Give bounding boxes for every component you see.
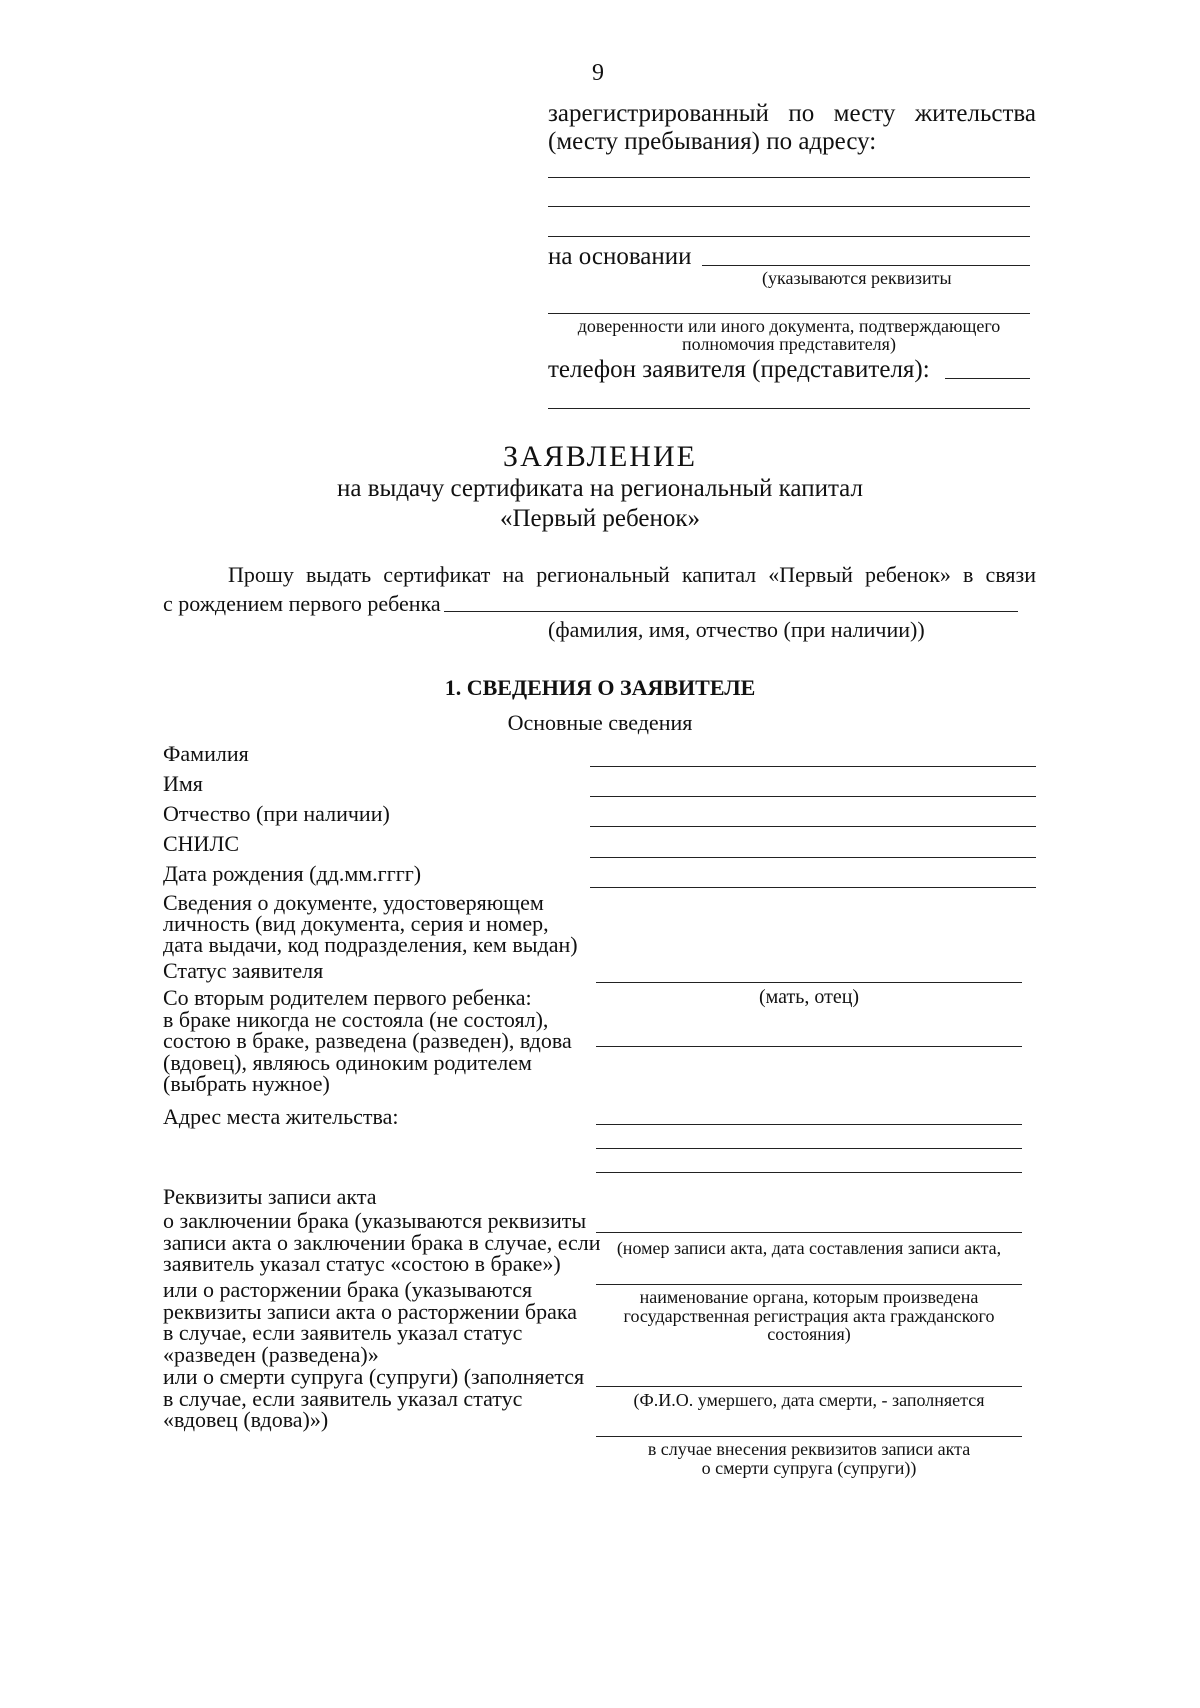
phone-label: телефон заявителя (представителя):	[548, 356, 930, 383]
basis-hint: (указываются реквизиты	[762, 268, 952, 288]
section-1-subheading: Основные сведения	[507, 710, 693, 735]
registered-line-2: (месту пребывания) по адресу:	[548, 128, 877, 155]
child-name-hint: (фамилия, имя, отчество (при наличии))	[548, 617, 925, 642]
basis-line[interactable]	[702, 265, 1030, 266]
status-hint: (мать, отец)	[758, 986, 860, 1008]
divorce-line-2: реквизиты записи акта о расторжении брака	[163, 1298, 577, 1324]
marriage-record-label	[163, 1210, 601, 1275]
id-doc-line-1: Сведения о документе, удостоверяющем	[163, 890, 544, 915]
marriage-line-3: заявитель указал статус «состою в браке»)	[163, 1251, 561, 1276]
birth-date-label: Дата рождения (дд.мм.гггг)	[163, 861, 422, 886]
surname-input-line[interactable]	[590, 766, 1036, 767]
divorce-line-1: или о расторжении брака (указываются	[163, 1277, 533, 1302]
name-label: Имя	[163, 771, 203, 796]
divorce-line-4: «разведен (разведена)»	[163, 1341, 379, 1367]
marital-line-2: в браке никогда не состояла (не состоял),	[163, 1006, 549, 1032]
id-doc-line-2: личность (вид документа, серия и номер,	[163, 911, 549, 936]
application-subtitle-2: «Первый ребенок»	[500, 505, 700, 532]
request-line-2: с рождением первого ребенка	[163, 591, 441, 616]
death-record-input-line[interactable]	[596, 1386, 1022, 1387]
death-line-3: «вдовец (вдова)»)	[163, 1407, 329, 1432]
phone-line-1[interactable]	[945, 378, 1030, 379]
surname-label: Фамилия	[163, 741, 249, 766]
marriage-line-1: о заключении брака (указываются реквизиты	[163, 1208, 587, 1233]
birth-date-input-line[interactable]	[590, 887, 1036, 888]
divorce-line-3: в случае, если заявитель указал статус	[163, 1320, 523, 1345]
patronymic-label: Отчество (при наличии)	[163, 801, 390, 826]
status-input-line[interactable]	[596, 982, 1022, 983]
death-record-hint: (Ф.И.О. умершего, дата смерти, - заполняется	[633, 1390, 985, 1410]
death-line-2: в случае, если заявитель указал статус	[163, 1385, 523, 1411]
marital-line-1: Со вторым родителем первого ребенка:	[163, 985, 532, 1010]
residence-line-2[interactable]	[596, 1148, 1022, 1149]
marital-status-input-line[interactable]	[596, 1046, 1022, 1047]
basis-label: на основании	[548, 243, 692, 270]
address-line-1[interactable]	[548, 177, 1030, 178]
id-document-label	[163, 892, 578, 955]
death-line-1: или о смерти супруга (супруги) (заполняется	[163, 1364, 585, 1389]
marital-status-label	[163, 987, 572, 1095]
death-record-label	[163, 1366, 584, 1431]
status-label: Статус заявителя	[163, 958, 324, 983]
id-doc-line-3: дата выдачи, код подразделения, кем выдан)	[163, 932, 578, 957]
marriage-record-input-line[interactable]	[596, 1232, 1022, 1233]
marriage-line-2: записи акта о заключении брака в случае, если	[163, 1229, 601, 1255]
marital-line-5: (выбрать нужное)	[163, 1071, 330, 1096]
application-title: ЗАЯВЛЕНИЕ	[503, 440, 697, 473]
residence-line-1[interactable]	[596, 1124, 1022, 1125]
patronymic-input-line[interactable]	[590, 826, 1036, 827]
child-name-line[interactable]	[444, 611, 1018, 612]
snils-input-line[interactable]	[590, 857, 1036, 858]
request-line-1: Прошу выдать сертификат на региональный капитал «Первый ребенок» в связи	[228, 562, 1036, 587]
act-record-heading: Реквизиты записи акта	[163, 1184, 377, 1209]
death-hint-2-line-1: в случае внесения реквизитов записи акта	[647, 1439, 971, 1459]
basis-line-2[interactable]	[548, 313, 1030, 314]
basis-hint-2-line-2: полномочия представителя)	[682, 334, 896, 354]
marriage-record-hint: (номер записи акта, дата составления записи акта,	[616, 1238, 1002, 1258]
divorce-hint-line-1: наименование органа, которым произведена	[639, 1287, 979, 1307]
application-subtitle-1: на выдачу сертификата на региональный капитал	[337, 475, 863, 502]
death-hint-2-line-2: о смерти супруга (супруги))	[701, 1457, 917, 1478]
divorce-record-input-line[interactable]	[596, 1284, 1022, 1285]
divorce-record-label	[163, 1279, 577, 1365]
address-line-2[interactable]	[548, 206, 1030, 207]
registered-line-1: зарегистрированный по месту жительства	[548, 100, 1036, 127]
name-input-line[interactable]	[590, 796, 1036, 797]
basis-hint-2	[548, 317, 1030, 353]
death-record-input-line-2[interactable]	[596, 1436, 1022, 1437]
divorce-hint-line-3: состояния)	[767, 1324, 851, 1344]
address-line-3[interactable]	[548, 236, 1030, 237]
address-label: Адрес места жительства:	[163, 1104, 399, 1129]
divorce-record-hint	[596, 1288, 1022, 1344]
phone-line-2[interactable]	[548, 408, 1030, 409]
death-record-hint-2	[596, 1440, 1022, 1477]
marital-line-4: (вдовец), являюсь одиноким родителем	[163, 1049, 532, 1075]
section-1-heading: 1. СВЕДЕНИЯ О ЗАЯВИТЕЛЕ	[444, 675, 756, 700]
snils-label: СНИЛС	[163, 831, 240, 856]
basis-hint-2-line-1: доверенности или иного документа, подтверждающего	[577, 316, 1001, 336]
residence-line-3[interactable]	[596, 1172, 1022, 1173]
marital-line-3: состою в браке, разведена (разведен), вдова	[163, 1028, 572, 1053]
divorce-hint-line-2: государственная регистрация акта гражданского	[623, 1305, 995, 1326]
page-number: 9	[592, 60, 604, 86]
